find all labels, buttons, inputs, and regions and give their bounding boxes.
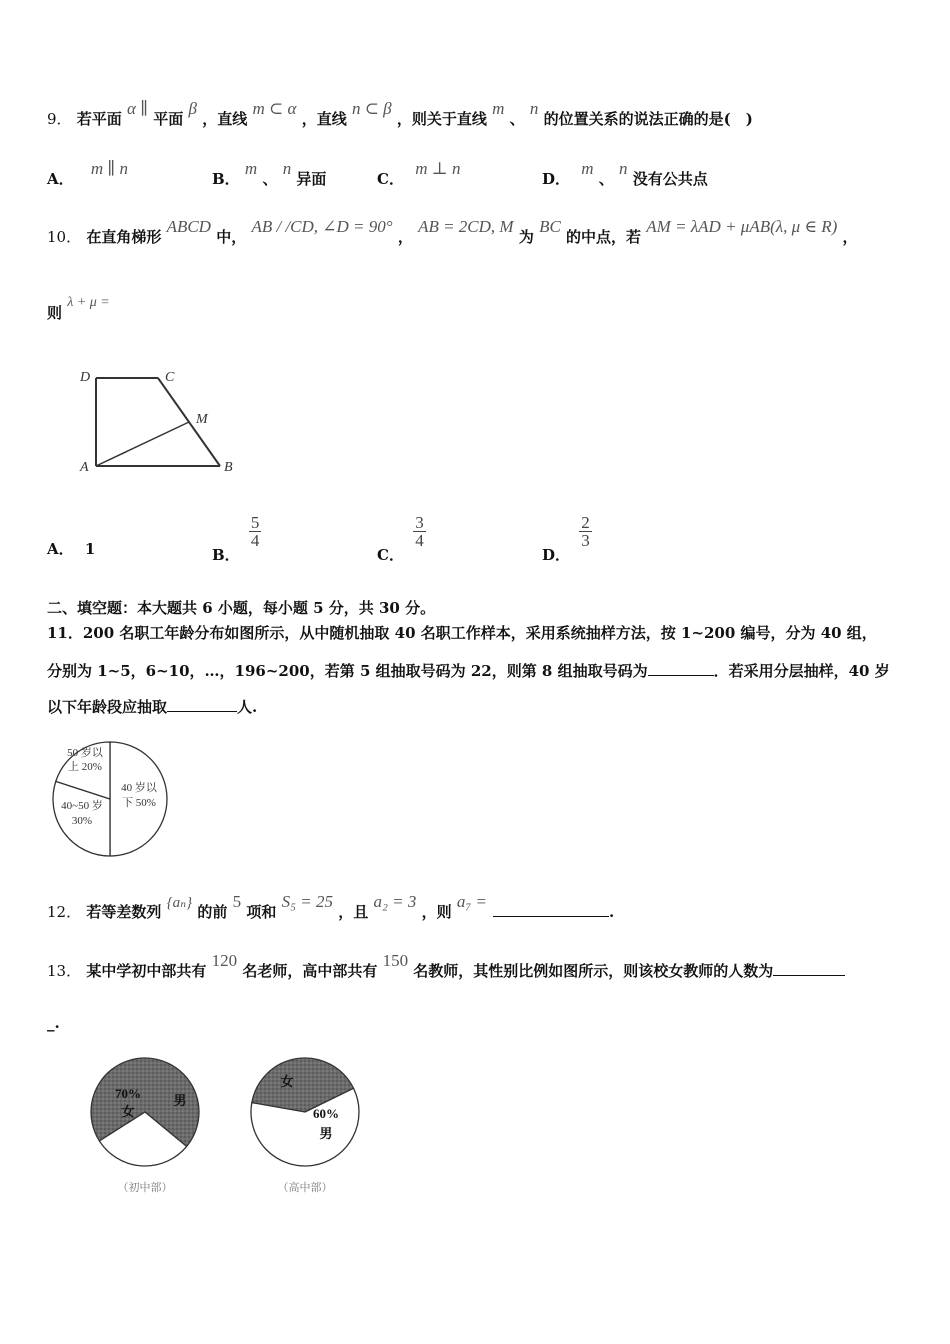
q12-text-2: 的前: [197, 903, 228, 921]
q11-answer-blank-2[interactable]: [167, 697, 237, 712]
q11-line-1: 11．200 名职工年龄分布如图所示，从中随机抽取 40 名职工作样本，采用系统抽样方法，按 1~200 编号，分为 40 组，: [47, 624, 877, 642]
q11-age-pie-chart: [44, 739, 176, 857]
q9-option-b: [212, 159, 327, 189]
q12-text-3: 项和: [246, 903, 277, 921]
q13-number: 13．: [47, 962, 82, 980]
q10-option-d-denominator: 3: [581, 531, 590, 550]
q9-text-4: ，直线: [301, 110, 347, 128]
q12-math-5: a₇ =: [456, 892, 488, 911]
q10-option-d: [542, 513, 592, 564]
q9-option-c-label: C．: [377, 170, 404, 188]
q9-math-2: β: [188, 99, 198, 118]
q10-option-b-label: B．: [212, 545, 240, 564]
q12-math-2: 5: [232, 892, 242, 911]
q13-math-1: 120: [211, 951, 238, 970]
q10-text-6: ，: [842, 228, 858, 246]
q9-text-7: 的位置关系的说法正确的是( ): [543, 110, 753, 128]
label-m: M: [196, 412, 208, 427]
q10-option-b: [212, 513, 261, 564]
q10-option-c: [377, 513, 426, 564]
pie-label-over50-line1: 50 岁以: [67, 747, 103, 759]
pie-label-under40-line2: 下 50%: [122, 797, 156, 809]
senior-female-label: 女: [280, 1074, 294, 1089]
q9-text-5: ，则关于直线: [396, 110, 487, 128]
q10-text-2: 中，: [216, 228, 247, 246]
q10-option-c-numerator: 3: [415, 513, 424, 532]
q9-text-1: 若平面: [76, 110, 122, 128]
q9-math-5: m: [492, 99, 505, 118]
q9-math-4: n ⊂ β: [351, 99, 392, 118]
senior-caption: （高中部）: [277, 1182, 333, 1194]
section-2-heading: 二、填空题：本大题共 6 小题，每小题 5 分，共 30 分。: [47, 599, 436, 617]
q10-trapezoid-figure: [70, 362, 250, 482]
senior-male-percent: 60%: [313, 1106, 339, 1121]
q9-text-2: 平面: [153, 110, 184, 128]
pie-label-40to50-line2: 30%: [71, 815, 93, 827]
q11-line-2: [47, 660, 890, 681]
q9-option-c-math: m ⊥ n: [415, 159, 461, 178]
q10-math-3: AB = 2CD, M: [418, 217, 514, 236]
q10-option-a-value: 1: [84, 540, 96, 558]
q12-text-4: ，且: [338, 903, 369, 921]
label-b: B: [224, 460, 233, 475]
q9-stem: [47, 99, 753, 129]
q12-text-5: ，则: [421, 903, 452, 921]
q10-option-a: [47, 538, 95, 559]
q12-math-1: {aₙ}: [166, 895, 193, 911]
q10-option-a-label: A．: [47, 540, 74, 558]
q10-option-d-label: D．: [542, 545, 571, 564]
q10-option-d-fraction: [579, 514, 592, 549]
pie-label-under40-line1: 40 岁以: [121, 782, 157, 794]
q10-line2-text: 则: [47, 304, 63, 322]
q9-option-b-sep: 、: [262, 170, 278, 188]
q10-number: 10．: [47, 228, 82, 246]
q9-option-d-sep: 、: [598, 170, 614, 188]
q12-answer-blank[interactable]: [493, 902, 609, 917]
label-c: C: [165, 370, 175, 385]
q12-tail: .: [609, 903, 615, 921]
q12-stem: [47, 892, 615, 922]
q10-stem-line2: [47, 295, 110, 323]
q9-option-d-text: 没有公共点: [632, 170, 708, 188]
q11-line-3-text-b: 人.: [237, 698, 258, 716]
q12-math-3: S₅ = 25: [281, 892, 334, 911]
q10-option-b-numerator: 5: [250, 513, 260, 532]
q13-line-2: _.: [47, 1014, 60, 1032]
q9-math-6: n: [529, 99, 539, 118]
q10-math-2: AB / /CD, ∠D = 90°: [251, 217, 393, 236]
q10-math-4: BC: [539, 217, 561, 236]
q9-text-6: 、: [509, 110, 525, 128]
q10-option-d-numerator: 2: [581, 513, 590, 532]
q10-option-b-fraction: [249, 514, 262, 549]
q9-option-b-math-2: n: [282, 159, 292, 178]
segment-am: [96, 422, 189, 466]
junior-male-label: 男: [173, 1093, 187, 1108]
q10-option-c-fraction: [413, 514, 426, 549]
q11-line-2-text-b: ．若采用分层抽样，40 岁: [713, 662, 890, 680]
q9-option-b-text: 异面: [296, 170, 327, 188]
q11-line-3: [47, 696, 257, 717]
q13-text-2: 名老师，高中部共有: [242, 962, 378, 980]
senior-male-label: 男: [319, 1126, 333, 1141]
q13-text-3: 名教师，其性别比例如图所示，则该校女教师的人数为: [413, 962, 774, 980]
q9-number: 9．: [47, 110, 72, 128]
q13-gender-pie-charts: [90, 1050, 370, 1200]
label-d: D: [80, 370, 91, 385]
q9-math-3: m ⊂ α: [252, 99, 297, 118]
q13-math-2: 150: [382, 951, 409, 970]
q10-option-b-denominator: 4: [250, 531, 260, 550]
q9-option-d: [542, 159, 708, 189]
q9-option-d-math-2: n: [619, 159, 628, 178]
q10-text-1: 在直角梯形: [86, 228, 162, 246]
q13-answer-blank[interactable]: [773, 961, 845, 976]
q9-math-1: α ∥: [127, 99, 149, 118]
q9-option-a: [47, 159, 129, 189]
q10-text-3: ，: [397, 228, 413, 246]
q9-option-a-label: A．: [47, 170, 74, 188]
q9-option-c: [377, 159, 461, 189]
junior-caption: （初中部）: [117, 1182, 173, 1194]
q10-line2-math: λ + μ =: [67, 295, 110, 310]
q13-stem: [47, 951, 845, 981]
q9-option-a-math: m ∥ n: [90, 159, 129, 178]
q10-stem: [47, 217, 858, 247]
q10-option-c-label: C．: [377, 545, 404, 564]
q9-text-3: ，直线: [202, 110, 248, 128]
q12-text-1: 若等差数列: [86, 903, 162, 921]
q11-answer-blank-1[interactable]: [648, 661, 714, 676]
q10-math-1: ABCD: [166, 217, 211, 236]
q10-option-c-denominator: 4: [415, 531, 424, 550]
junior-female-label: 女: [121, 1104, 135, 1119]
q12-math-4: a₂ = 3: [373, 892, 417, 911]
q11-line-2-text-a: 分别为 1~5，6~10，…，196~200，若第 5 组抽取号码为 22，则第 8 组抽取号码为: [47, 662, 648, 680]
q9-option-b-math-1: m: [244, 159, 258, 178]
q10-math-5: AM = λAD + μAB(λ, μ ∈ R): [646, 217, 838, 236]
q10-text-5: 的中点，若: [566, 228, 642, 246]
junior-female-percent: 70%: [115, 1086, 141, 1101]
q10-text-4: 为: [518, 228, 534, 246]
q9-option-b-label: B．: [212, 170, 240, 188]
pie-label-over50-line2: 上 20%: [68, 761, 102, 773]
q12-number: 12．: [47, 903, 82, 921]
q11-line-3-text-a: 以下年龄段应抽取: [47, 698, 168, 716]
q9-option-d-label: D．: [542, 170, 571, 188]
label-a: A: [80, 460, 89, 475]
q9-option-d-math-1: m: [581, 159, 594, 178]
pie-label-40to50-line1: 40~50 岁: [61, 800, 103, 812]
q13-text-1: 某中学初中部共有: [86, 962, 207, 980]
